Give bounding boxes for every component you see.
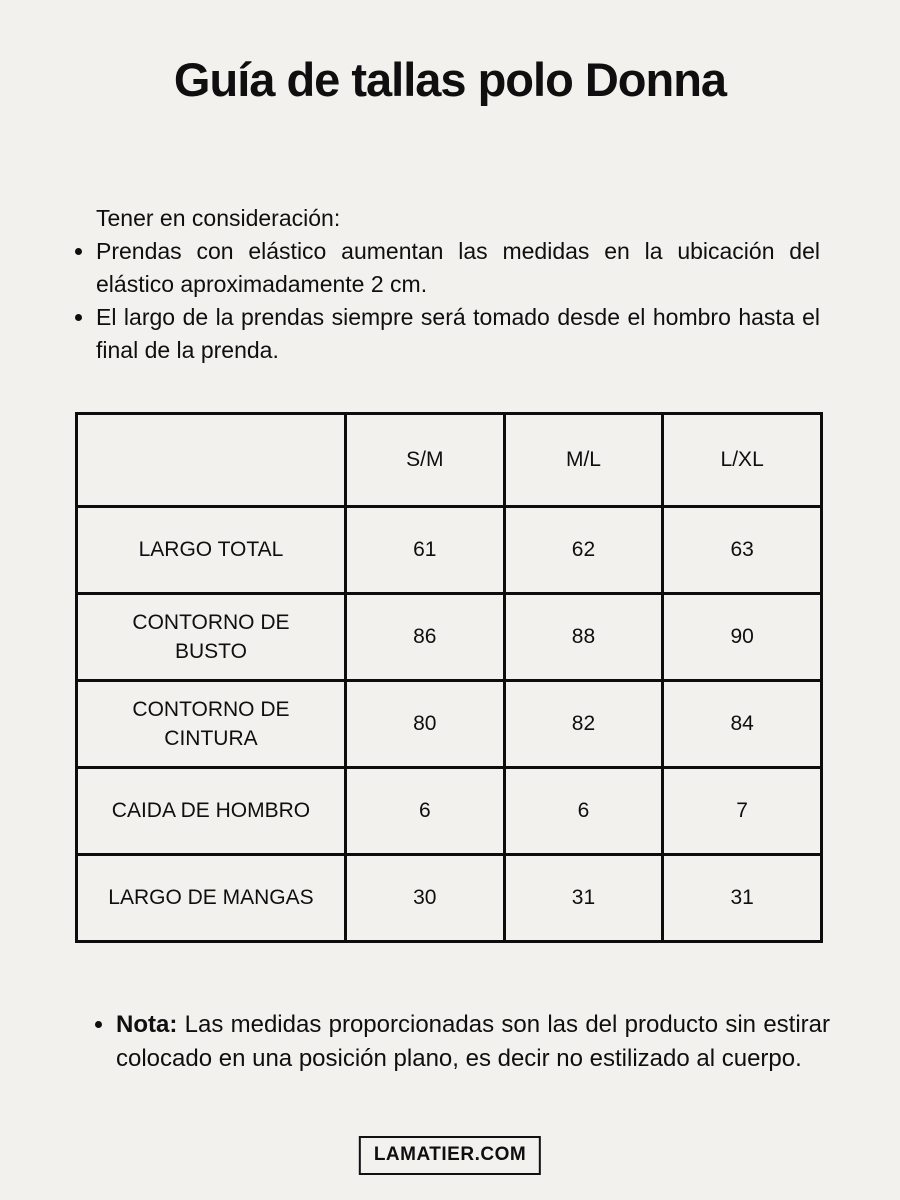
cell-value: 61 xyxy=(345,507,504,594)
consideration-item-text: El largo de la prendas siempre será tomado desde el hombro hasta el final de la prenda. xyxy=(96,304,820,363)
row-label-contorno-busto: CONTORNO DE BUSTO xyxy=(77,594,346,681)
cell-value: 84 xyxy=(663,681,822,768)
considerations-heading: Tener en consideración: xyxy=(96,205,341,231)
brand-badge: LAMATIER.COM xyxy=(359,1136,541,1175)
cell-value: 88 xyxy=(504,594,663,681)
table-row xyxy=(77,855,822,942)
cell-value: 31 xyxy=(504,855,663,942)
table-row xyxy=(77,507,822,594)
considerations-section xyxy=(72,202,820,367)
cell-value: 86 xyxy=(345,594,504,681)
cell-value: 30 xyxy=(345,855,504,942)
note-text: Las medidas proporcionadas son las del producto sin estirar colocado en una posición plano, es decir no estilizado al cuerpo. xyxy=(116,1011,830,1072)
consideration-item-text: Prendas con elástico aumentan las medidas en la ubicación del elástico aproximadamente 2 cm. xyxy=(96,238,820,297)
row-label-largo-total: LARGO TOTAL xyxy=(77,507,346,594)
cell-value: 6 xyxy=(345,768,504,855)
note-item xyxy=(116,1008,830,1075)
row-label-contorno-cintura: CONTORNO DE CINTURA xyxy=(77,681,346,768)
table-header-empty xyxy=(77,414,346,507)
cell-value: 31 xyxy=(663,855,822,942)
cell-value: 63 xyxy=(663,507,822,594)
note-list xyxy=(93,1008,830,1075)
table-row xyxy=(77,768,822,855)
row-label-largo-mangas: LARGO DE MANGAS xyxy=(77,855,346,942)
table-row xyxy=(77,594,822,681)
cell-value: 80 xyxy=(345,681,504,768)
cell-value: 62 xyxy=(504,507,663,594)
consideration-item xyxy=(96,301,820,367)
cell-value: 6 xyxy=(504,768,663,855)
size-guide-table xyxy=(75,412,823,943)
row-label-caida-hombro: CAIDA DE HOMBRO xyxy=(77,768,346,855)
considerations-list xyxy=(72,235,820,367)
table-header-ml: M/L xyxy=(504,414,663,507)
consideration-item xyxy=(96,235,820,301)
note-section xyxy=(93,1008,830,1075)
note-label: Nota: xyxy=(116,1011,178,1038)
table-header-sm: S/M xyxy=(345,414,504,507)
page-title: Guía de tallas polo Donna xyxy=(173,53,727,106)
cell-value: 7 xyxy=(663,768,822,855)
table-header-row xyxy=(77,414,822,507)
cell-value: 82 xyxy=(504,681,663,768)
cell-value: 90 xyxy=(663,594,822,681)
table-row xyxy=(77,681,822,768)
table-header-lxl: L/XL xyxy=(663,414,822,507)
